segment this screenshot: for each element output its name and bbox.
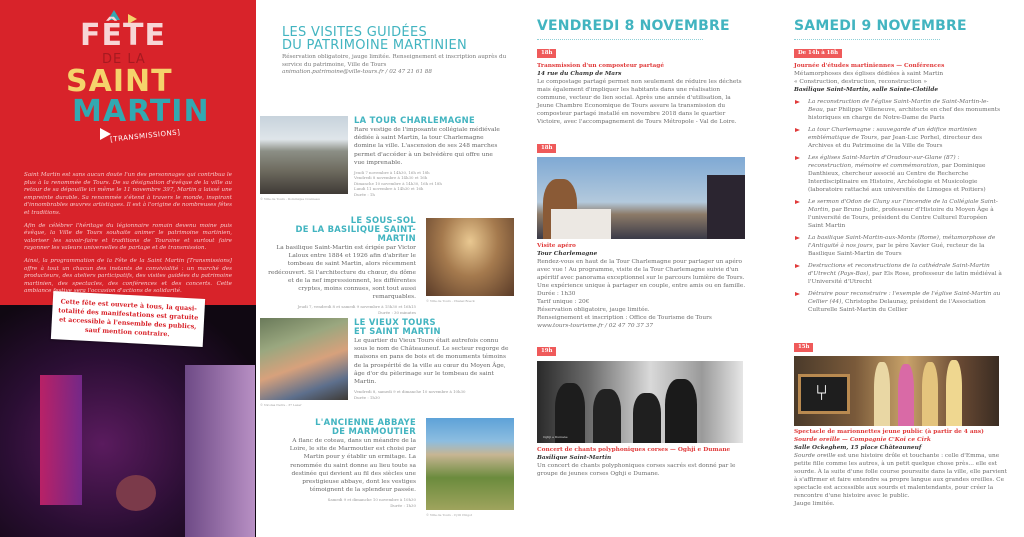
singer-figure: [555, 383, 585, 443]
time-badge: 19h: [537, 347, 556, 356]
visit-basilique-crypt: [264, 216, 416, 315]
section-title: LES VISITES GUIDÉES DU PATRIMOINE MARTINIEN: [282, 25, 468, 53]
person-figure: [707, 175, 745, 239]
ear-accessibility-sign: [798, 374, 850, 414]
day-heading: SAMEDI 9 NOVEMBRE: [794, 18, 967, 34]
intro-paragraph: Ainsi, la programmation de la Fête de la Saint Martin [Transmissions] offre à tout un chacun des instants de convivialité : un marché des producteurs, des ateliers participatifs, des visites guidées du patrimoine martinien, des spectacles, des conférences et des concerts. Cette ambiance festive sera l'occasion d'actions de solidarité.: [24, 257, 232, 295]
event-duration: Durée : 1h30: [537, 291, 576, 297]
logo-line-saint: SAINT: [66, 64, 173, 99]
puppet-figure: [898, 364, 914, 426]
visit-description: Rare vestige de l'imposante collégiale médiévale dédiée à saint Martin, la tour Charlemagne domine la ville. L'ascension de ses 248 marches permet d'accéder à un belvédère qui offre une vue imprenable.: [354, 127, 500, 166]
event-title: Journée d'études martiniennes — Conférences: [794, 63, 945, 69]
topiary-tree: [116, 475, 156, 511]
event-description: Le compostage partagé permet non seulement de réduire les déchets mais également d'impliquer les habitants dans une réalisation commune, vecteur de lien social. Après une année d'utilisation, la Jeune Chambre Economique de Tours assure la transmission du composteur partagé installé en novembre 2018 dans le quartier Victoire, avec l'accompagnement de Tours Métropole - Val de Loire.: [537, 79, 742, 125]
photo-credit: © Ville de Tours - Cyril Chigot: [426, 513, 473, 517]
photo-credit: Oghji e Dumane: [543, 435, 568, 439]
cover-panel: [0, 0, 256, 537]
visit-schedule: Vendredi 8, samedi 9 et dimanche 10 novembre à 10h30 Durée : 1h30: [354, 389, 466, 400]
photo-credit: © Ville de Tours - Chanel Boeck: [426, 299, 475, 303]
event-title: Concert de chants polyphoniques corses — Oghji e Dumane: [537, 447, 731, 453]
talk-list: [794, 98, 1004, 314]
talk-item: La tour Charlemagne : sauvegarde d'un édifice martinien emblématique de Tours, par Jean-Luc Porhel, directeur des Archives et du Patrimoine de la Ville de Tours: [794, 126, 1004, 150]
photo-vieux-tours: [260, 318, 348, 400]
logo-line-fete: FÊTE: [80, 18, 166, 53]
time-badge: 18h: [537, 144, 556, 153]
guided-tours-column: [256, 0, 518, 537]
event-contact: Renseignement et inscription : Office de Tourisme de Tours: [537, 315, 712, 321]
illuminated-tower: [40, 375, 82, 505]
photo-apero-tour: [537, 157, 745, 239]
puppet-figure: [874, 362, 890, 426]
heading-underline: [794, 37, 940, 40]
day-heading: VENDREDI 8 NOVEMBRE: [537, 18, 730, 34]
photo-basilique-crypt: [426, 218, 514, 296]
singer-figure: [593, 389, 621, 443]
event-subtitle: Sourde oreille — Compagnie C'Koi ce Cirk: [794, 437, 931, 443]
intro-paragraph: Afin de célébrer l'héritage du légionnaire romain devenu moine puis évêque, la Ville de Tours souhaite animer le patrimoine martinien, valoriser les savoir-faire et traditions de Touraine et surtout faire rayonner les valeurs universelles de partage et de transmission.: [24, 222, 232, 252]
event-journee-etudes: [794, 62, 1004, 314]
event-location: 14 rue du Champ de Mars: [537, 71, 622, 77]
logo-subtitle: [TRANSMISSIONS]: [109, 128, 181, 144]
ear-icon: ⑂: [815, 381, 829, 406]
photo-puppets: [794, 356, 999, 426]
event-location: Tour Charlemagne: [537, 251, 598, 257]
friday-column: [537, 0, 767, 537]
time-badge: De 14h à 18h: [794, 49, 842, 58]
time-badge: 15h: [794, 343, 813, 352]
talk-item: La basilique Saint-Martin-aux-Monts (Rome), métamorphose de l'Antiquité à nos jours, par le père Xavier Gué, recteur de la Basilique Saint-Martin de Tours: [794, 234, 1004, 258]
event-subtitle: « Construction, destruction, reconstruction »: [794, 79, 928, 85]
event-location: Salle Ockeghem, 15 place Châteauneuf: [794, 445, 922, 451]
booking-info: Réservation obligatoire, jauge limitée. Renseignement et inscription auprès du service du patrimoine, Ville de Tours animation.patrimoine@ville-tours.fr / 02 47 21 61 88: [282, 54, 507, 76]
event-location: Basilique Saint-Martin: [537, 455, 612, 461]
event-description: Rendez-vous en haut de la Tour Charlemagne pour partager un apéro avec vue ! Au programme, visite de la Tour Charlemagne suivie d'un apéritif avec panorama exceptionnel sur le parcours lumière de Tours. Une expérience unique à partager en couple, entre amis ou en famille.: [537, 259, 746, 289]
visit-description: La basilique Saint-Martin est érigée par Victor Laloux entre 1884 et 1926 afin d'abriter le tombeau de saint Martin, alors récemment redécouvert. Si l'architecture du chœur, du dôme et de la nef impressionnent, les différentes cryptes, moins connues, sont tout aussi remarquables.: [268, 245, 416, 301]
visit-description: Le quartier du Vieux Tours était autrefois connu sous le nom de Châteauneuf. Le secteur regorge de maisons en pans de bois et de monuments témoins de la prospérité de la ville au cœur du Moyen Âge, âge d'or du pèlerinage sur le tombeau de saint Martin.: [354, 338, 509, 386]
event-booking: Réservation obligatoire, jauge limitée.: [537, 307, 650, 313]
event-marionnettes: [794, 428, 1010, 508]
logo-line-de-la: DE LA: [102, 52, 146, 67]
contact-link[interactable]: animation.patrimoine@ville-tours.fr / 02 47 21 61 88: [282, 69, 432, 76]
event-description: Sourde oreille est une histoire drôle et touchante : celle d'Emma, une petite fille comme les autres, à un petit quelque chose près... elle est sourde. À la suite d'une folle course poursuite dans la ville, elle parvient à s'affirmer et faire entendre sa propre langue aux grandes oreilles. Ce spectacle est accessible aux sourds et malentendants, pour créer la rencontre d'une histoire avec le public.: [794, 453, 1007, 499]
event-description: Un concert de chants polyphoniques corses sacrés est donné par le groupe de jeunes corses Oghji e Dumane.: [537, 463, 736, 477]
photo-marmoutier: [426, 418, 514, 510]
logo-line-martin: MARTIN: [72, 94, 210, 129]
photo-credit: © Nicolas Nerre - 37 Lazer: [260, 403, 302, 407]
talk-item: Le sermon d'Odon de Cluny sur l'incendie de la Collégiale Saint-Martin, par Bruno Judic, professeur d'Histoire du Moyen Âge à l'université de Tours, président du Centre Culturel Européen Saint Martin: [794, 198, 1004, 230]
visit-schedule: Jeudi 7, vendredi 8 et samedi 9 novembre à 15h30 et 16h15 Durée : 30 minutes: [297, 304, 416, 315]
visit-title: LE SOUS-SOL DE LA BASILIQUE SAINT-MARTIN: [295, 215, 416, 243]
talk-item: La reconstruction de l'église Saint-Martin de Saint-Martin-le-Beau, par Philippe Villeneuve, architecte en chef des monuments historiques en charge de Notre-Dame de Paris: [794, 98, 1004, 122]
accessibility-notice: Cette fête est ouverte à tous, la quasi-totalité des manifestations est gratuite et accessible à l'ensemble des publics, sauf mention contraire.: [51, 291, 205, 347]
visit-title: LE VIEUX TOURS ET SAINT MARTIN: [354, 317, 441, 336]
event-website-link[interactable]: www.tours-tourisme.fr / 02 47 70 37 37: [537, 323, 654, 329]
talk-item: Destructions et reconstructions de la cathédrale Saint-Martin d'Utrecht (Pays-Bas), par Els Rose, professeur de latin médiéval à l'Université d'Utrecht: [794, 262, 1004, 286]
singer-figure: [665, 379, 697, 443]
talk-item: Détruire pour reconstruire : l'exemple de l'église Saint-Martin au Cellier (44), Christophe Delaunay, président de l'Association Culturelle Saint-Martin du Cellier: [794, 290, 1004, 314]
time-badge: 18h: [537, 49, 556, 58]
visit-title: L'ANCIENNE ABBAYE DE MARMOUTIER: [315, 417, 416, 436]
event-concert-corse: [537, 446, 749, 478]
photo-credit: © Ville de Tours - Dominique Couineau: [260, 197, 320, 201]
event-price: Tarif unique : 20€: [537, 299, 590, 305]
event-composteur: [537, 62, 747, 126]
saturday-column: [794, 0, 1018, 537]
intro-text: [24, 172, 232, 301]
event-subtitle: Métamorphoses des églises dédiées à saint Martin: [794, 71, 944, 77]
visit-tour-charlemagne: [354, 116, 504, 197]
event-location: Basilique Saint-Martin, salle Sainte-Clotilde: [794, 87, 939, 93]
visit-description: A flanc de coteau, dans un méandre de la Loire, le site de Marmoutier est choisi par Martin pour y établir un ermitage. La renommée du saint donne au lieu toute sa destinée qui devient au fil des siècles une prestigieuse abbaye, dont les vestiges témoignent de la splendeur passée.: [289, 438, 416, 494]
singer-figure: [633, 393, 661, 443]
visit-schedule: Samedi 9 et dimanche 10 novembre à 10h30 Durée : 1h30: [327, 497, 416, 508]
visit-title: LA TOUR CHARLEMAGNE: [354, 115, 475, 125]
event-note: Jauge limitée.: [794, 501, 835, 507]
intro-paragraph: Saint Martin est sans aucun doute l'un des personnages qui contribua le plus à la renommée de Tours. De sa désignation d'évêque de la ville au retour de sa dépouille ici même le 11 novembre 397, Martin a laissé une empreinte durable. Sa renommée s'étend à travers le monde, inspirant d'innombrables œuvres artistiques. Il est à l'origine de nombreuses fêtes et traditions.: [24, 172, 232, 216]
photo-tour-charlemagne: [260, 116, 348, 194]
visit-marmoutier: [274, 418, 416, 508]
talk-item: Les églises Saint-Martin d'Oradour-sur-Glane (87) : reconstruction, mémoire et commémoration, par Dominique Danthieux, chercheur associé au Centre de Recherche Interdisciplinaire en Histoire, Archéologie et Musicologie (laboratoire rattaché aux universités de Limoges et Poitiers): [794, 154, 1004, 194]
photo-polyphonic-choir: [537, 361, 743, 443]
visit-vieux-tours: [354, 318, 510, 400]
heading-underline: [537, 37, 703, 40]
visit-schedule: Jeudi 7 novembre à 14h30, 16h et 18h Vendredi 8 novembre à 14h30 et 16h Dimanche 10 novembre à 14h30, 16h et 18h Lundi 11 novembre à 14h30 et 16h Durée : 1h: [354, 170, 442, 197]
person-figure: [551, 209, 611, 239]
building-facade: [185, 365, 255, 537]
festival-logo: [66, 18, 210, 144]
event-title: Visite apéro: [537, 243, 576, 249]
event-title: Spectacle de marionnettes jeune public (à partir de 4 ans): [794, 429, 984, 435]
event-visite-apero: [537, 242, 749, 330]
puppet-figure: [946, 360, 962, 426]
puppet-figure: [922, 362, 938, 426]
event-title: Transmission d'un composteur partagé: [537, 63, 665, 69]
